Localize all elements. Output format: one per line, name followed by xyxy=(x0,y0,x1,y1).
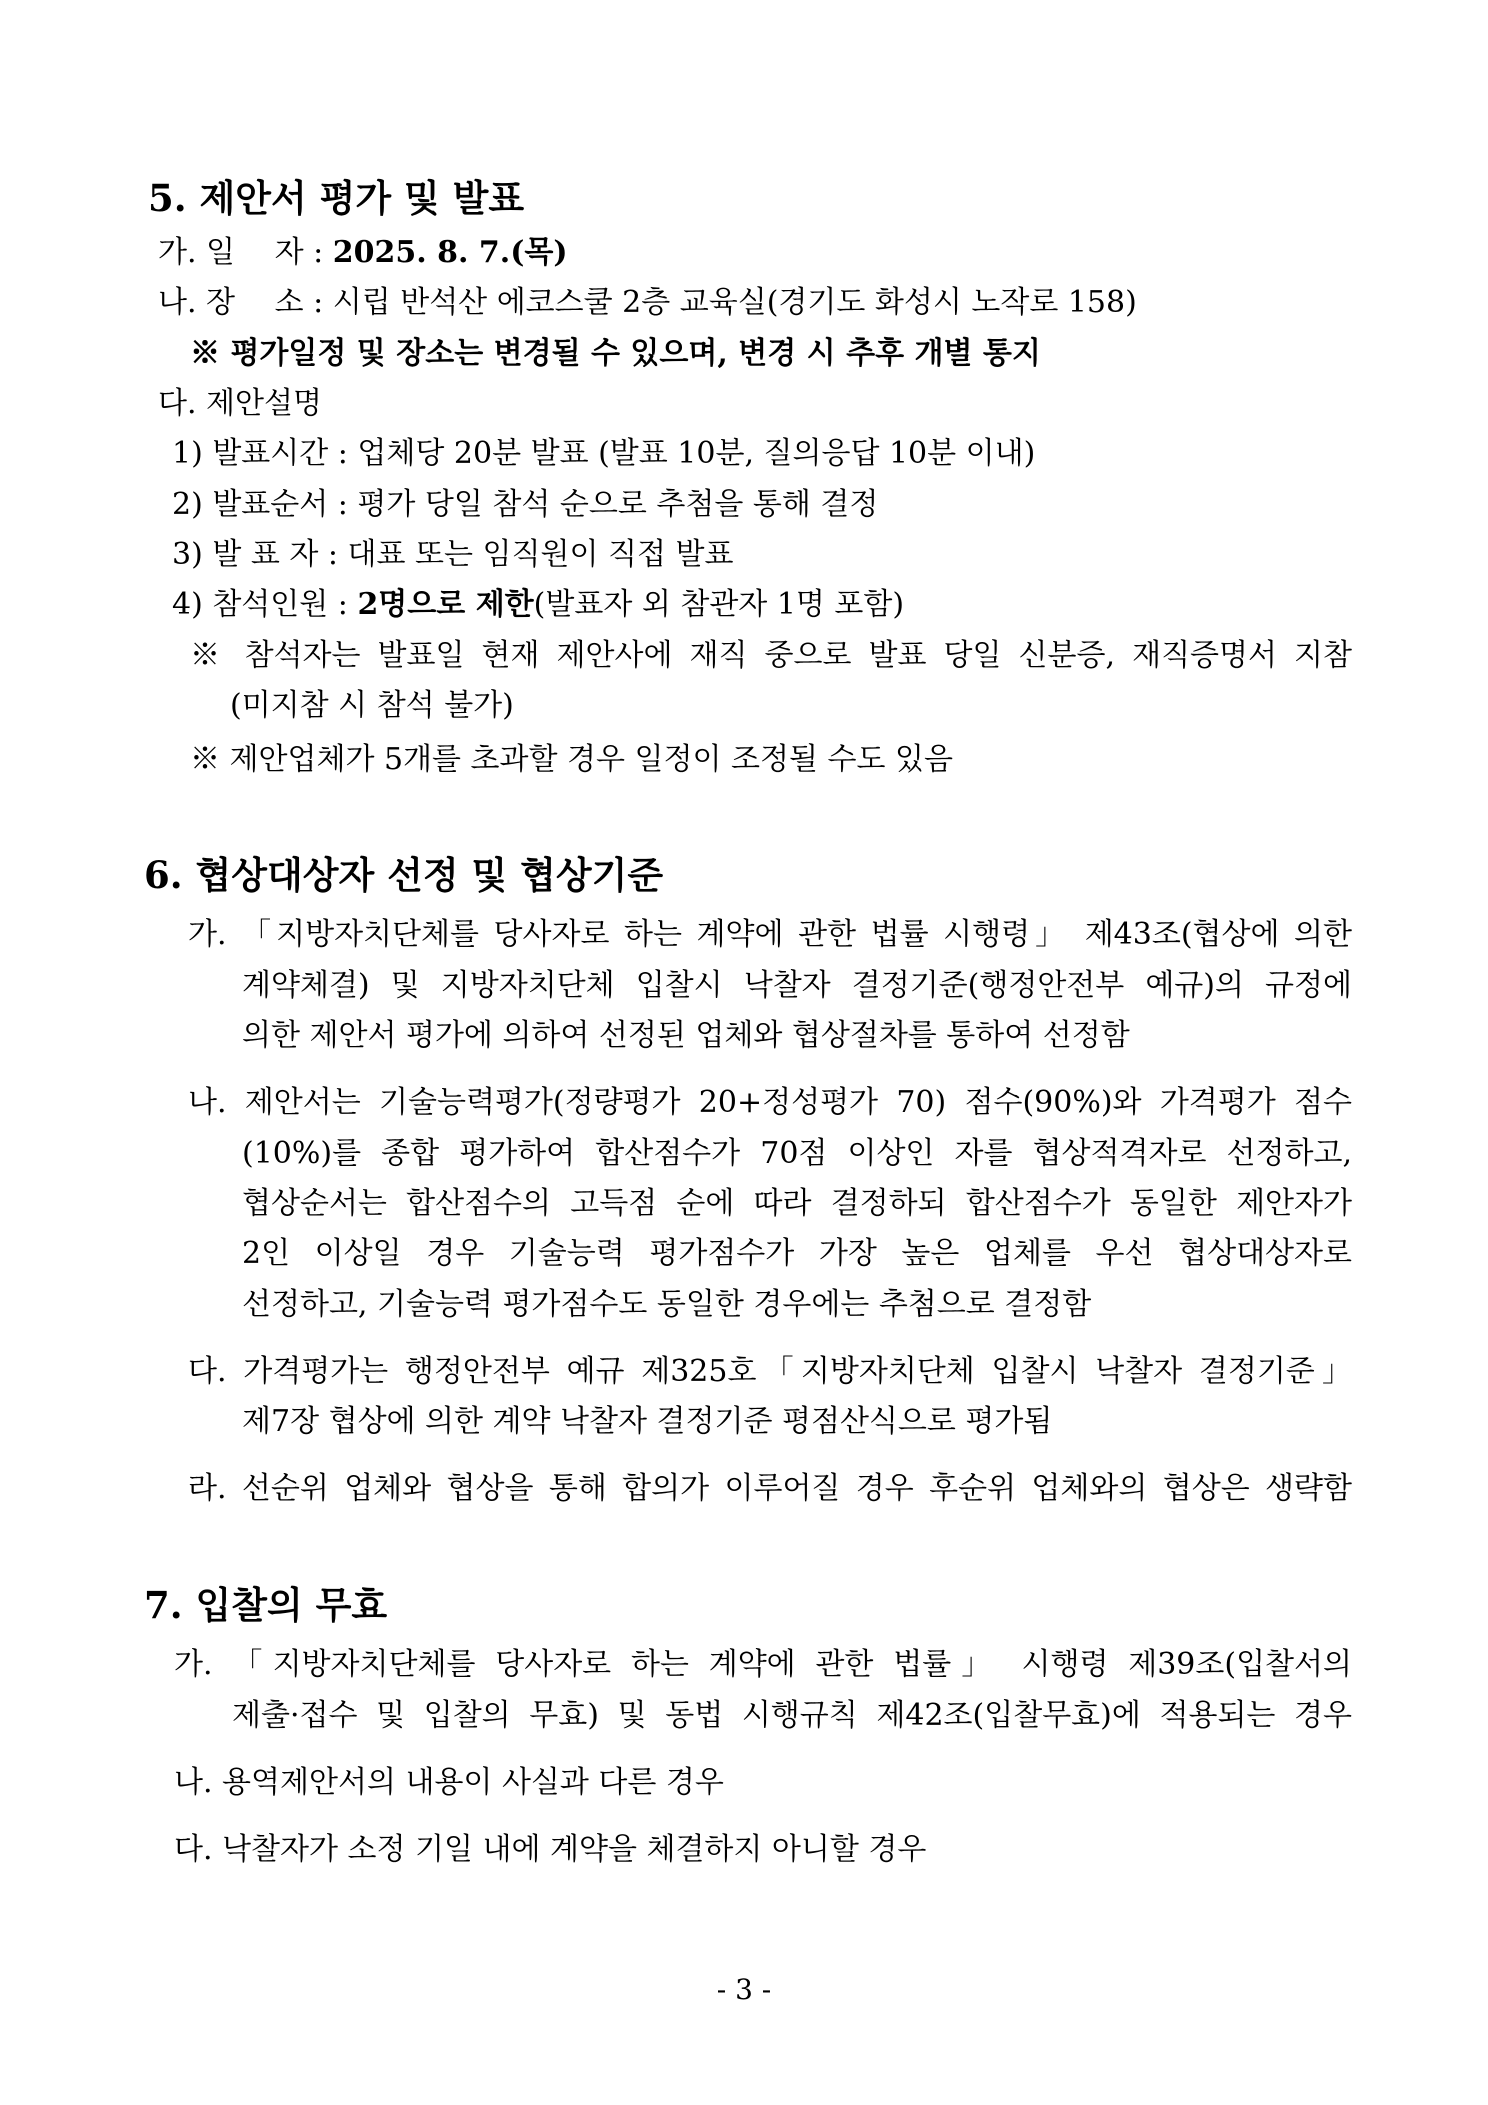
section6-heading: 6. 협상대상자 선정 및 협상기준 xyxy=(144,853,664,897)
section7-a-line1: 가. 「지방자치단체를 당사자로 하는 계약에 관한 법률」 시행령 제39조(입찰서의 xyxy=(174,1647,1352,1682)
section6-b-line4: 2인 이상일 경우 기술능력 평가점수가 가장 높은 업체를 우선 협상대상자로 xyxy=(242,1236,1352,1271)
section6-c-line2: 제7장 협상에 의한 계약 낙찰자 결정기준 평점산식으로 평가됨 xyxy=(242,1404,1053,1439)
section5-date-value: 2025. 8. 7.(목) xyxy=(332,235,568,270)
section7-c-line1: 다. 낙찰자가 소정 기일 내에 계약을 체결하지 아니할 경우 xyxy=(174,1832,927,1867)
section5-item4-suffix: (발표자 외 참관자 1명 포함) xyxy=(533,587,905,622)
section5-note1-line1: ※ 참석자는 발표일 현재 제안사에 재직 중으로 발표 당일 신분증, 재직증명서 지참 xyxy=(190,638,1352,673)
section5-date-label: 가. 일 자 : xyxy=(158,235,333,270)
section5-item3: 3) 발 표 자 : 대표 또는 임직원이 직접 발표 xyxy=(172,537,734,572)
section7-heading: 7. 입찰의 무효 xyxy=(144,1583,388,1627)
section5-item4 xyxy=(172,585,904,625)
section5-item2: 2) 발표순서 : 평가 당일 참석 순으로 추첨을 통해 결정 xyxy=(172,487,879,522)
section6-c-line1: 다. 가격평가는 행정안전부 예규 제325호「지방자치단체 입찰시 낙찰자 결정기준」 xyxy=(188,1354,1352,1389)
section6-b-line3: 협상순서는 합산점수의 고득점 순에 따라 결정하되 합산점수가 동일한 제안자가 xyxy=(242,1186,1352,1221)
section5-note2: ※ 제안업체가 5개를 초과할 경우 일정이 조정될 수도 있음 xyxy=(190,742,953,777)
section6-a-line3: 의한 제안서 평가에 의하여 선정된 업체와 협상절차를 통하여 선정함 xyxy=(242,1018,1130,1053)
section5-item4-bold: 2명으로 제한 xyxy=(357,587,534,622)
section7-a-line2: 제출·접수 및 입찰의 무효) 및 동법 시행규칙 제42조(입찰무효)에 적용되는 경우 xyxy=(232,1698,1352,1733)
section6-b-line2: (10%)를 종합 평가하여 합산점수가 70점 이상인 자를 협상적격자로 선정하고, xyxy=(242,1136,1352,1171)
section5-item4-prefix: 4) 참석인원 : xyxy=(172,587,358,622)
section6-b-line1: 나. 제안서는 기술능력평가(정량평가 20+정성평가 70) 점수(90%)와 가격평가 점수 xyxy=(188,1085,1352,1120)
section6-a-line1: 가. 「지방자치단체를 당사자로 하는 계약에 관한 법률 시행령」 제43조(협상에 의한 xyxy=(188,917,1352,952)
section6-a-line2: 계약체결) 및 지방자치단체 입찰시 낙찰자 결정기준(행정안전부 예규)의 규정에 xyxy=(242,968,1352,1003)
section6-d-line1: 라. 선순위 업체와 협상을 통해 합의가 이루어질 경우 후순위 업체와의 협상은 생략함 xyxy=(188,1471,1352,1506)
section5-proposal-title: 다. 제안설명 xyxy=(158,386,322,421)
section7-b-line1: 나. 용역제안서의 내용이 사실과 다른 경우 xyxy=(174,1765,724,1800)
section5-date xyxy=(158,233,568,273)
section5-notice: ※ 평가일정 및 장소는 변경될 수 있으며, 변경 시 추후 개별 통지 xyxy=(190,336,1041,371)
section5-item1: 1) 발표시간 : 업체당 20분 발표 (발표 10분, 질의응답 10분 이내) xyxy=(172,436,1036,471)
section5-note1-line2: (미지참 시 참석 불가) xyxy=(230,688,514,723)
section6-b-line5: 선정하고, 기술능력 평가점수도 동일한 경우에는 추첨으로 결정함 xyxy=(242,1287,1092,1322)
page-number: - 3 - xyxy=(716,1973,772,2006)
section5-heading: 5. 제안서 평가 및 발표 xyxy=(148,176,525,220)
section5-place: 나. 장 소 : 시립 반석산 에코스쿨 2층 교육실(경기도 화성시 노작로 158) xyxy=(158,285,1137,320)
